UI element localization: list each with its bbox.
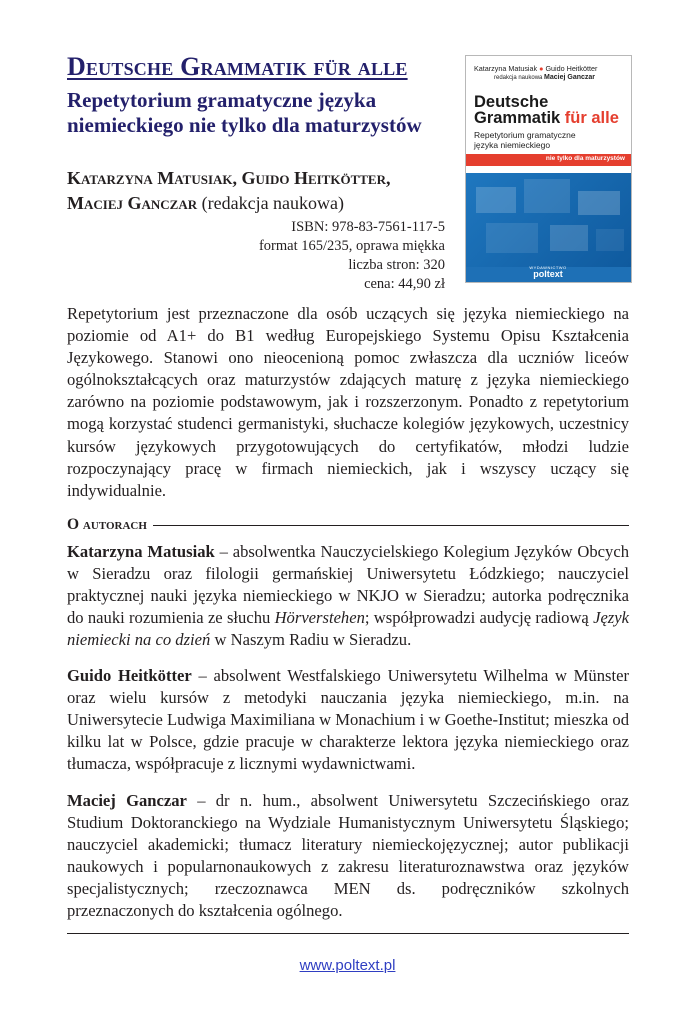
cover-author-a: Katarzyna Matusiak (474, 64, 538, 73)
authors-line-1: Katarzyna Matusiak, Guido Heitkötter, (67, 168, 391, 188)
section-heading (67, 514, 629, 536)
author-name: Maciej Ganczar (67, 791, 187, 810)
editor-name: Maciej Ganczar (67, 193, 198, 213)
bio-text: – dr n. hum., absolwent Uniwersytetu Szczecińskiego oraz Studium Doktoranckiego na Wydziale Humanistycznym Uniwersytetu Śląskiego; nauczyciel akademicki; tłumacz literatury niemieckojęzycznej; autor publikacji naukowych i popularnonaukowych z zakresu literaturoznawstwa oraz języków specjalistycznych; rzeczoznawca MEN ds. podręczników szkolnych przeznaczonych do kształcenia ogólnego. (67, 791, 629, 921)
author-name: Guido Heitkötter (67, 666, 192, 685)
cover-editor-note: redakcja naukowa (494, 75, 543, 81)
cover-editor-name: Maciej Ganczar (544, 74, 596, 81)
price: cena: 44,90 zł (364, 276, 445, 292)
cover-author-b: Guido Heitkötter (545, 64, 598, 73)
bio-book-title: Hörverstehen (274, 608, 365, 628)
publisher-logo-name: poltext (533, 269, 563, 279)
bio-text: – absolwent Westfalskiego Uniwersytetu Wilhelma w Münster oraz wielu kursów z metodyki nauczania języka niemieckiego, m.in. na Uniwersytecie Ludwiga Maximiliana w Monachium i w Goethe-Institut; mieszka od kilku lat w Polsce, gdzie pracuje w charakterze lektora języka niemieckiego oraz tłumacza, współpracuje z licznymi wydawnictwami. (67, 666, 629, 774)
book-header (67, 52, 447, 216)
footer-divider (67, 933, 629, 934)
cover-title-2a: Grammatik (474, 109, 565, 127)
cover-title-2b: für alle (564, 109, 619, 127)
cover-subtitle-2: języka niemieckiego (474, 140, 551, 150)
book-cover-image (465, 55, 632, 283)
book-subtitle: Repetytorium gramatyczne języka niemieckiego nie tylko dla maturzystów (67, 88, 422, 137)
author-name: Katarzyna Matusiak (67, 542, 215, 561)
publisher-website-link[interactable]: www.poltext.pl (299, 957, 396, 974)
cover-editor (494, 74, 595, 81)
cover-subtitle-1: Repetytorium gramatyczne (474, 130, 576, 140)
bio-text: ; współprowadzi audycję radiową (364, 608, 594, 628)
cover-title-2 (474, 109, 619, 127)
author-bio (67, 665, 629, 775)
page-count: liczba stron: 320 (348, 257, 445, 273)
book-description: Repetytorium jest przeznaczone dla osób uczących się języka niemieckiego na poziomie od A1+ do B1 według Europejskiego Systemu Opisu Kształcenia Językowego. Stanowi ono nieocenioną pomoc zwłaszcza dla uczniów liceów ogólnokształcących oraz maturzystów zdających maturę z języka niemieckiego zarówno na poziomie podstawowym, jak i rozszerzonym. Ponadto z repetytorium mogą korzystać studenci germanistyki, słuchacze kolegiów językowych, uczestnicy kursów językowych przygotowujących do certyfikatów, młodzi ludzie rozpoczynający pracę w firmach niemieckich, jak i wszyscy uczący się indywidualnie. (67, 304, 629, 500)
book-title: Deutsche Grammatik für alle (67, 52, 408, 81)
editor-note: (redakcja naukowa) (197, 193, 345, 213)
section-heading-rule (153, 525, 629, 526)
author-bio (67, 541, 629, 651)
section-heading-label: O autorach (67, 516, 147, 533)
bio-text: w Naszym Radiu w Sieradzu. (210, 630, 412, 650)
cover-band-text: nie tylko dla maturzystów (545, 155, 625, 162)
author-bio (67, 790, 629, 923)
cover-top (466, 56, 631, 173)
cover-title-1: Deutsche (474, 93, 549, 111)
format: format 165/235, oprawa miękka (258, 238, 445, 254)
cover-authors: Katarzyna Matusiak ● Guido Heitkötter (474, 64, 598, 73)
book-metadata (200, 218, 445, 294)
bio-radio-title: Język niemiecki na co dzień (67, 608, 629, 650)
isbn: ISBN: 978-83-7561-117-5 (291, 219, 445, 235)
publisher-logo (520, 265, 576, 283)
cover-artwork (466, 173, 631, 267)
authors-block (67, 166, 447, 216)
bio-text: – absolwentka Nauczycielskiego Kolegium Języków Obcych w Sieradzu oraz filologii germańskiej Uniwersytetu Łódzkiego; nauczyciel praktycznej nauki języka niemieckiego w NKJO w Sieradzu; autorka podręcznika do nauki rozumienia ze słuchu (67, 542, 629, 628)
publisher-logo-small: WYDAWNICTWO (529, 265, 567, 270)
cover-band (466, 154, 631, 166)
